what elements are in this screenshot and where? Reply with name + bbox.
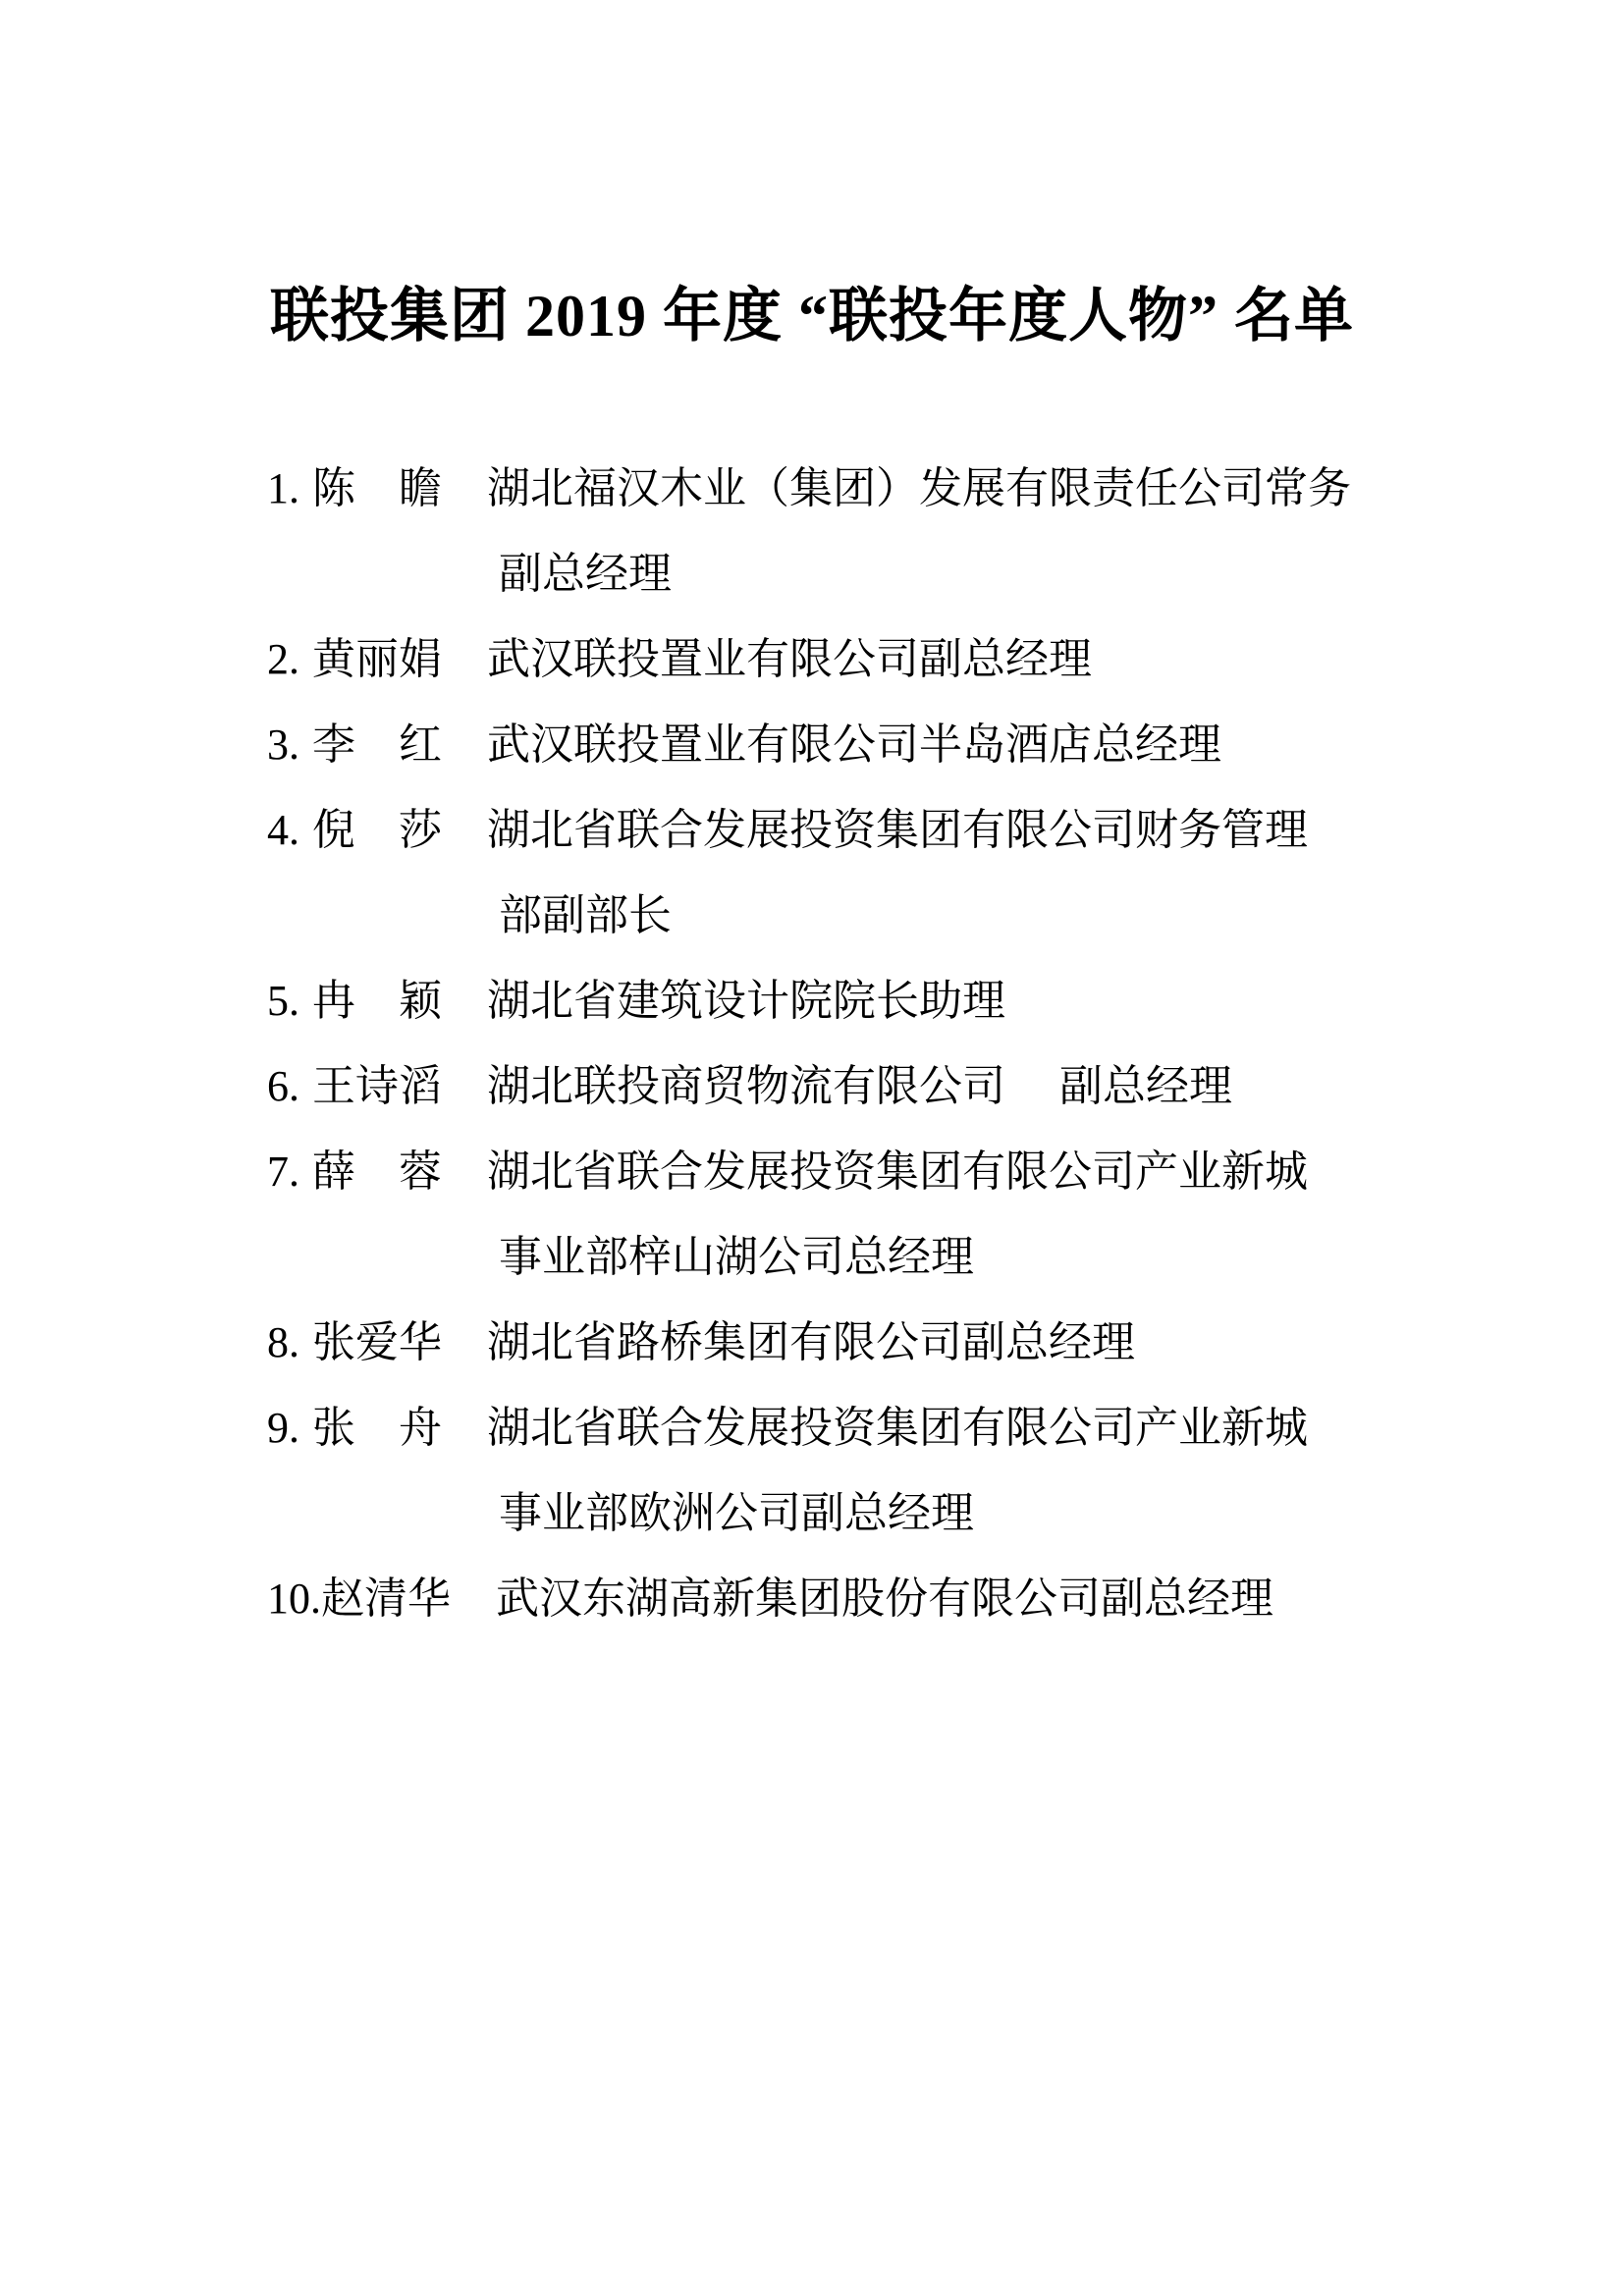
item-number: 2. [267,635,299,683]
item-name: 薛 蓉 [312,1148,442,1196]
item-name: 黄丽娟 [312,635,442,683]
list-item [267,702,1447,787]
item-number: 5. [267,977,299,1025]
item-description-cont: 部副部长 [499,891,672,939]
list-item [267,787,1447,958]
item-description-cont: 副总经理 [499,550,672,598]
list-item [267,958,1447,1043]
item-name: 倪 莎 [312,806,442,854]
item-description: 湖北福汉木业（集团）发展有限责任公司常务 [487,464,1351,512]
item-description-cont: 事业部欧洲公司副总经理 [499,1489,974,1537]
list-item-line [267,702,1447,787]
item-name: 张爱华 [312,1318,442,1366]
list-item-line [267,446,1447,531]
item-description: 湖北省建筑设计院院长助理 [487,977,1005,1025]
item-number: 1. [267,464,299,512]
document-title: 联投集团 2019 年度 “联投年度人物” 名单 [270,284,1354,348]
item-number: 8. [267,1318,299,1366]
item-name: 李 红 [312,721,442,769]
item-number: 6. [267,1062,299,1110]
list-item-line [267,1300,1447,1385]
list-item-line [267,1556,1447,1641]
list-item [267,616,1447,702]
item-number: 4. [267,806,299,854]
list-item [267,1129,1447,1300]
item-name: 陈 瞻 [312,464,442,512]
list-item [267,1556,1447,1641]
list-item-line [267,958,1447,1043]
item-description: 湖北省联合发展投资集团有限公司产业新城 [487,1404,1308,1452]
item-description-cont: 事业部梓山湖公司总经理 [499,1233,974,1281]
item-number: 10. [267,1575,321,1623]
list-item-line [267,1129,1447,1214]
item-description: 湖北省联合发展投资集团有限公司产业新城 [487,1148,1308,1196]
list-item-line [267,1385,1447,1470]
item-name: 赵清华 [321,1575,451,1623]
item-description: 湖北省联合发展投资集团有限公司财务管理 [487,806,1308,854]
award-list [0,446,1624,1641]
item-name: 王诗滔 [312,1062,442,1110]
item-description: 武汉联投置业有限公司半岛酒店总经理 [487,721,1221,769]
list-item-line [267,1043,1447,1129]
list-item [267,1043,1447,1129]
list-item [267,446,1447,616]
list-item-line [267,787,1447,873]
item-description: 武汉联投置业有限公司副总经理 [487,635,1092,683]
item-number: 7. [267,1148,299,1196]
item-description: 湖北联投商贸物流有限公司 副总经理 [487,1062,1232,1110]
list-item [267,1300,1447,1385]
item-name: 冉 颖 [312,977,442,1025]
list-item-line [267,616,1447,702]
item-description: 湖北省路桥集团有限公司副总经理 [487,1318,1135,1366]
item-number: 3. [267,721,299,769]
item-name: 张 舟 [312,1404,442,1452]
item-description: 武汉东湖高新集团股份有限公司副总经理 [496,1575,1273,1623]
item-number: 9. [267,1404,299,1452]
list-item [267,1385,1447,1556]
